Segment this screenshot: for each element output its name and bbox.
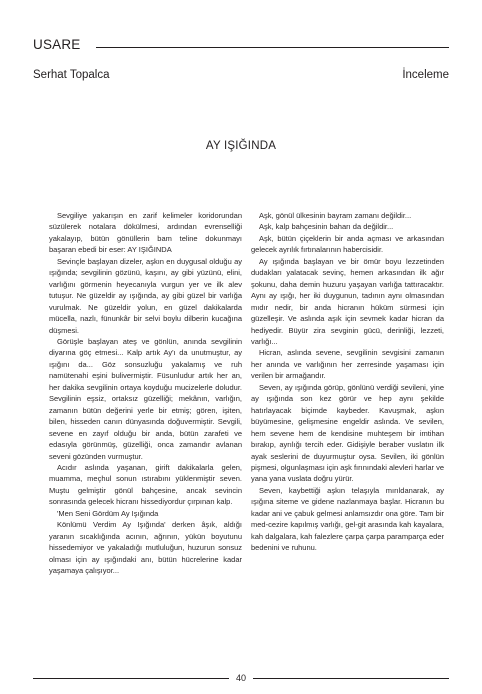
article-title: AY IŞIĞINDA [205,140,277,152]
paragraph: Aşk, bütün çiçeklerin bir anda açması ve arkasından gelecek ayrılık fırtınalarının habercisidir. [251,233,444,255]
byline [33,68,449,82]
header-rule [96,47,449,48]
paragraph: Acıdır aslında yaşanan, girift dakikalarla gelen, muamma, meçhul sonun ıstırabını yüklenmiştir seven. Muştu gelmiştir gönül bahçesine, ancak sevincin sonrasında gelecek hicranı hissediyordur çırpınan kalp. [49,462,242,507]
paragraph: Görüşle başlayan ateş ve gönlün, anında sevgilinin diyarına göç etmesi... Kalp artık Ay'ı da unutmuştur, ay ışığını da... Göz sonsuzluğu yakalamış ve ruh namütenahi eşini bulivermiştir. Füsunludur artık her an, her dakika sevgilinin ortaya koyduğu mucizelerle doludur. Sevgilinin eşsiz, ortaksız güzelliği; mekânın, varlığın, zamanın bütün değerini yerle bir etmiş; gören, işiten, bilen, hisseden canın dünyasında doğuvermiştir. Sevgili, sevene en zayıf olduğu bir anda, bütün zarafeti ve edasıyla görünmüş, güzelliği, onca zamandır avlanan seveni gözünden vurmuştur. [49,336,242,461]
journal-name: USARE [33,37,81,52]
paragraph: Sevgiliye yakarışın en zarif kelimeler koridorundan süzülerek notalara dökülmesi, ardından evrenselliği yakalayıp, bütün gönüllerin bam teline dokunmayı başaran ebedi bir eser: AY IŞIĞINDA [49,211,242,255]
paragraph: 'Men Seni Gördüm Ay Işığında [57,508,159,518]
article-genre: İnceleme [402,69,449,81]
running-header [33,37,449,57]
left-text-column [49,210,242,577]
author-name: Serhat Topalca [33,69,110,81]
paragraph: Ay ışığında başlayan ve bir ömür boyu lezzetinden dudakları yalatacak sevinç, hemen arkasından ilk ağır şokunu, daha demin huzuru yaşayan varlığa tattıracaktır. Aynı ay ışığı, her iki duygunun, tadının aynı olmasından mıdır nedir, bir anda hicranın hüküm sürmesi için güzelleşir. Ve aslında aşık için sevmek kadar hicran da hediyedir. Büyür zira sevginin gücü, derinliği, lezzeti, varlığı... [251,256,444,346]
paragraph: Könlümü Verdim Ay Işığında' derken âşık, aldığı yaranın sıcaklığında acının, ağrının, yükün boyutunu hissedemiyor ve yakaladığı mutluluğun, huzurun sonsuz olması için ay ışığındaki anı, bütün hücrelerine kadar yaşamaya çalışıyor... [49,520,242,576]
footer-rule-right [253,678,449,679]
paragraph: Seven, ay ışığında görüp, gönlünü verdiği sevileni, yine ay ışığında son kez görür ve hep aynı şekilde hatırlayacak biçimde kaybeder. Kavuşmak, aşkın büyümesine, gelişmesine engeldir aslında. Ve sevilen, hem sevene hem de kendisine muhteşem bir imtihan bırakıp, ayrılığı tercih eder. Gidişiyle beraber vuslatın ilk ayak seslerini de duyurmuştur oysa. Sevilen, iki gönlün pişmesi, olgunlaşması için aşk fırınındaki alevleri harlar ve yana yana vuslata doğru yürür. [251,382,444,484]
page-number: 40 [235,673,246,683]
paragraph: Aşk, kalp bahçesinin baharı da değildir... [259,222,394,232]
paragraph: Sevinçle başlayan dizeler, aşkın en duygusal olduğu ay ışığında; sevgilinin gözünü, kaşını, ay gibi yüzünü, elini, varlığını görmenin heyecanıyla vurgun yer ve ilk alev tutuşur. Ne güzeldir ay ışığında, ay gibi güzel bir varlığa vurulmak. Ne güzeldir yolun, en güzel dakikalarda mücella, nazlı, fünunkâr bir selvi boylu dilberin kucağına düşmesi. [49,256,242,335]
right-text-column [251,210,444,554]
paragraph: Aşk, gönül ülkesinin bayram zamanı değildir... [259,211,412,220]
page-footer [33,671,449,685]
paragraph: Seven, kaybettiği aşkın telaşıyla mırıldanarak, ay ışığına siteme ve gidene nazlanmaya başlar. Hicranın bu kadar ani ve çabuk gelmesi anlamsızdır ona göre. Tam bir med-cezire kapılmış varlığı, gel-git arasında kah kayalara, kah dalgalara, kah falezlere çarpa çarpa paramparça eder bedenini ve ruhunu. [251,485,444,553]
paragraph: Hicran, aslında sevene, sevgilinin sevgisini zamanın her anında ve varlığının her zerresinde yaşaması için verilen bir armağandır. [251,348,444,381]
